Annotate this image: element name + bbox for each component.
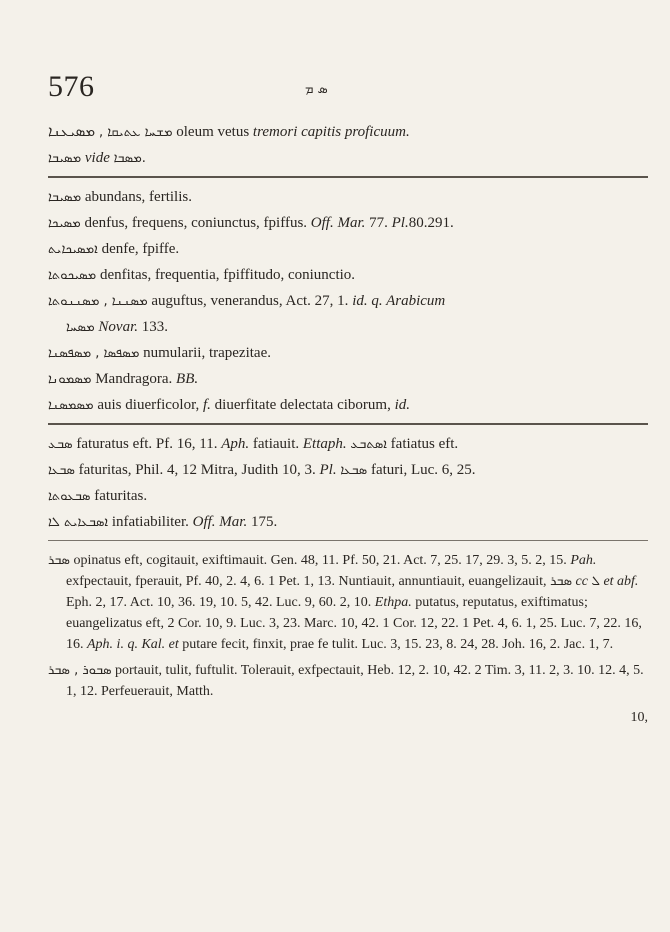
syriac-headword: ܣܒܥܘܬܐ	[48, 489, 91, 504]
entry-italic: Ettaph.	[302, 436, 347, 452]
entry-text: denfitas, frequentia, fpiffitudo, coniunctio.	[99, 267, 356, 283]
entry-text: fatiatus eft.	[390, 436, 459, 452]
entry-italic: Novar.	[98, 319, 138, 335]
entry	[48, 512, 648, 533]
entry-italic: et abf.	[603, 574, 639, 589]
syriac-headword: ܡܣܝܒܐ	[48, 151, 82, 166]
entry	[48, 460, 648, 481]
syriac-headword: ܡܣܝܒܐ	[48, 190, 82, 205]
entry-text: Eph. 2, 17. Act. 10, 36. 19, 10. 5, 42. Luc. 9, 60. 2, 10.	[66, 595, 372, 610]
entry-italic: Ethpa.	[374, 595, 412, 610]
entry	[48, 395, 648, 416]
entry-text: denfe, fpiffe.	[101, 241, 180, 257]
entry	[48, 550, 648, 655]
entry-text: putatus, reputatus, exiftimatus; euangelizatus eft, 2 Cor. 10, 9. Luc. 3, 23. Marc. 10, 42. 1 Cor. 12, 22. 1 Pet. 4, 6. 1, 25. Luc. 7, 22. 16, 16.	[66, 595, 642, 652]
entry-italic: Off. Mar.	[192, 514, 248, 530]
entry-italic: BB.	[176, 371, 199, 387]
entry-text: abundans, fertilis.	[84, 189, 192, 205]
entry	[48, 291, 648, 312]
entry-italic: id.	[394, 397, 410, 413]
entry-text: faturi, Luc. 6, 25.	[370, 462, 476, 478]
section-rule	[48, 176, 648, 178]
entry	[48, 148, 648, 169]
syriac-headword: ܣܒܪ	[48, 553, 70, 568]
entry-text: auguftus, venerandus, Act. 27, 1.	[151, 293, 349, 309]
syriac-word: ܣܒܪ	[550, 574, 573, 589]
section-rule	[48, 423, 648, 425]
entry-text: putare fecit, finxit, prae fe tulit. Luc. 3, 15. 23, 8. 24, 28. Joh. 16, 2. Jac. 1, 7.	[182, 637, 614, 652]
entry-text: fatiauit.	[252, 436, 300, 452]
entry-text: exfpectauit, fperauit, Pf. 40, 2. 4, 6. 1 Pet. 1, 13. Nuntiauit, annuntiauit, euangelizauit,	[66, 574, 547, 589]
entry-text: numularii, trapezitae.	[143, 345, 271, 361]
entry-italic: id. q. Arabicum	[352, 293, 446, 309]
syriac-headword: ܡܣܡܘܢܐ	[48, 372, 92, 387]
entry-text: ܡܣܝܥܢܐ oleum vetus	[48, 124, 250, 140]
syriac-headword: ܡܣܝܟܐ	[48, 216, 81, 231]
syriac-headword: ܐܣܒܥܐܝܬ ܠܐ	[48, 515, 109, 530]
entry-text: faturitas, Phil. 4, 12 Mitra, Judith 10, 3.	[78, 462, 316, 478]
entry-text: 133.	[141, 319, 168, 335]
syriac-headword: ܡܣܡܣܢܐ	[48, 398, 94, 413]
syriac-headword: ܐܡܣܝܟܐܝܬ	[48, 242, 98, 257]
syriac-word: ܠ	[591, 574, 600, 589]
syriac-headword: ܣܒܥ	[48, 437, 73, 452]
entry-text: denfus, frequens, coniunctus, fpiffus.	[84, 215, 308, 231]
entry-text: 175.	[250, 514, 278, 530]
page-number: 576	[48, 70, 95, 103]
entry	[48, 369, 648, 390]
entry	[48, 239, 648, 260]
entry-text: infatiabiliter.	[111, 514, 189, 530]
entry-italic: Pl.	[319, 462, 337, 478]
entry-text: auis diuerficolor,	[97, 397, 200, 413]
syriac-word: ܣܒܥܐ	[340, 463, 368, 478]
section-rule	[48, 540, 648, 541]
entry	[48, 122, 648, 143]
syriac-word: ܡܣܚܐ	[66, 320, 95, 335]
entry-text: 77.	[369, 215, 388, 231]
entry	[48, 486, 648, 507]
entry-italic: Aph. i. q. Kal. et	[87, 637, 179, 652]
entry	[48, 187, 648, 208]
syriac-headword: ܣܒܥܐ	[48, 463, 75, 478]
entry-italic: Aph.	[221, 436, 250, 452]
entry-italic: f.	[202, 397, 211, 413]
entry-italic: Off. Mar.	[310, 215, 366, 231]
entry-text: faturatus eft. Pf. 16, 11.	[76, 436, 218, 452]
syriac-word: ܐܣܬܒܥ	[350, 437, 387, 452]
entry-text: opinatus eft, cogitauit, exiftimauit. Gen. 48, 11. Pf. 50, 21. Act. 7, 25. 17, 29. 3, 5. 2, 15.	[73, 553, 567, 568]
entry	[48, 434, 648, 455]
entry-italic: cc	[575, 574, 588, 589]
syriac-headword: ܡܣܝܟܘܬܐ	[48, 268, 97, 283]
entry-text: diuerfitate delectata ciborum,	[214, 397, 391, 413]
entry	[48, 660, 648, 702]
entry-italic: Pah.	[570, 553, 597, 568]
entry	[48, 213, 648, 234]
running-head: ܣ ܡ	[305, 82, 328, 97]
syriac-headword: ܡܫܚܐ ܥܬܝܩܐ ,	[98, 125, 173, 140]
entry-continuation	[48, 317, 648, 338]
entry-italic: tremori capitis proficuum.	[252, 124, 410, 140]
syriac-headword: ܡܣܦܣܐ , ܡܣܦܣܢܐ	[48, 346, 140, 361]
syriac-crossref: ܡܣܒܐ.	[113, 151, 146, 166]
syriac-headword: ܡܣܢܢܐ , ܡܣܢܢܘܬܐ	[48, 294, 148, 309]
entry-text: Mandragora.	[95, 371, 173, 387]
entry-italic: vide	[84, 150, 110, 166]
syriac-headword: ܣܒܘܪ , ܣܒܪ	[48, 663, 112, 678]
entry-italic: Pl.	[391, 215, 409, 231]
entry	[48, 343, 648, 364]
entry-text: faturitas.	[94, 488, 148, 504]
entries-column	[48, 122, 648, 728]
entry	[48, 265, 648, 286]
entry-text: portauit, tulit, fuftulit. Tolerauit, exfpectauit, Heb. 12, 2. 10, 42. 2 Tim. 3, 11. 2, 3. 10. 12. 4, 5. 1, 12. Perfeuerauit, Matth.	[66, 663, 644, 699]
entry-text: 80.291.	[408, 215, 454, 231]
catchword: 10,	[630, 710, 648, 725]
